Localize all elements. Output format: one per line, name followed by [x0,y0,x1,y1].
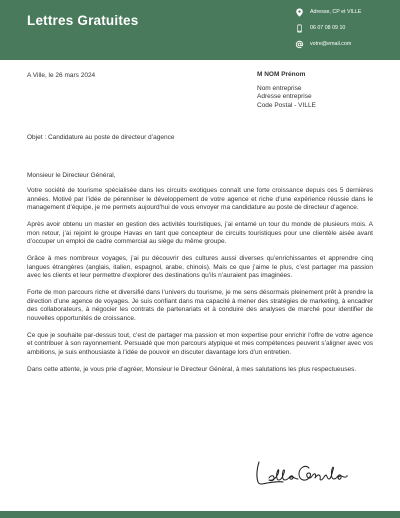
at-sign-icon [295,40,304,49]
location-pin-icon [295,8,304,17]
body-paragraph: Ce que je souhaite par-dessus tout, c’est de partager ma passion et mon expertise pour enrichir l’offre de votre agence et contribuer à son rayonnement. Persuadé que mon parcours atypique et mes compétences peuvent s’aligner avec vos ambitions, je suis enthousiaste à l’idée de pouvoir en discuter davantage lors d’un entretien. [27,331,373,356]
letter-subject: Objet : Candidature au poste de directeur d’agence [27,134,175,141]
signature-image [253,456,349,490]
email-link[interactable]: votre@email.com [310,41,352,47]
recipient-postal: Code Postal - VILLE [257,101,316,109]
contact-address [295,6,361,18]
body-paragraph: Grâce à mes nombreux voyages, j’ai pu découvrir des cultures aussi diverses qu’enrichissantes et apprendre cinq langues étrangères (anglais, italien, espagnol, arabe, chinois). Mais ce que j’aime le plus, c’est partager ma passion avec les clients et leur permettre d’explorer des destinations qu’ils n’auraient pas imaginées. [27,255,373,279]
phone-icon [295,24,304,33]
contact-email[interactable] [295,38,351,50]
recipient-address: Adresse entreprise [257,93,312,101]
phone-text: 06 07 08 09 10 [310,25,346,31]
letter-body [27,187,373,383]
body-paragraph: Votre société de tourisme spécialisée dans les circuits exotiques connaît une forte croissance depuis ces 5 dernières années. Motivé par l’idée de pérenniser le développement de votre agence et riche d’une expérience réussie dans le management d’équipe, je me permets aujourd’hui de vous envoyer ma candidature au poste de directeur d’agence. [27,187,373,211]
body-paragraph: Après avoir obtenu un master en gestion des activités touristiques, j’ai entamé un tour du monde de plusieurs mois. A mon retour, j’ai rejoint le groupe Havas en tant que concepteur de circuits touristiques pour une clientèle aisée avant d’occuper un emploi de cadre commercial au siège du même groupe. [27,221,373,245]
recipient-block [257,71,316,110]
brand-title: Lettres Gratuites [27,13,139,28]
letter-salutation: Monsieur le Directeur Général, [27,172,116,179]
address-text: Adresse, CP et VILLE [310,9,362,15]
handwritten-signature [253,456,349,495]
contact-phone [295,22,345,34]
footer-bar [0,511,400,518]
header-bar [0,0,400,60]
place-date: A Ville, le 26 mars 2024 [27,72,96,79]
recipient-name: M NOM Prénom [257,71,306,78]
recipient-company: Nom entreprise [257,84,302,92]
body-paragraph: Dans cette attente, je vous prie d’agréer, Monsieur le Directeur Général, à mes salutations les plus respectueuses. [27,365,357,373]
body-paragraph: Forte de mon parcours riche et diversifié dans l’univers du tourisme, je me sens désormais pleinement prêt à prendre la direction d’une agence de voyages. Je suis confiant dans ma capacité à mener des stratégies de marketing, à encadrer des collaborateurs, à négocier les contrats de partenariats et à conduire des analyses de marché pour identifier de nouvelles opportunités de croissance. [27,289,373,322]
